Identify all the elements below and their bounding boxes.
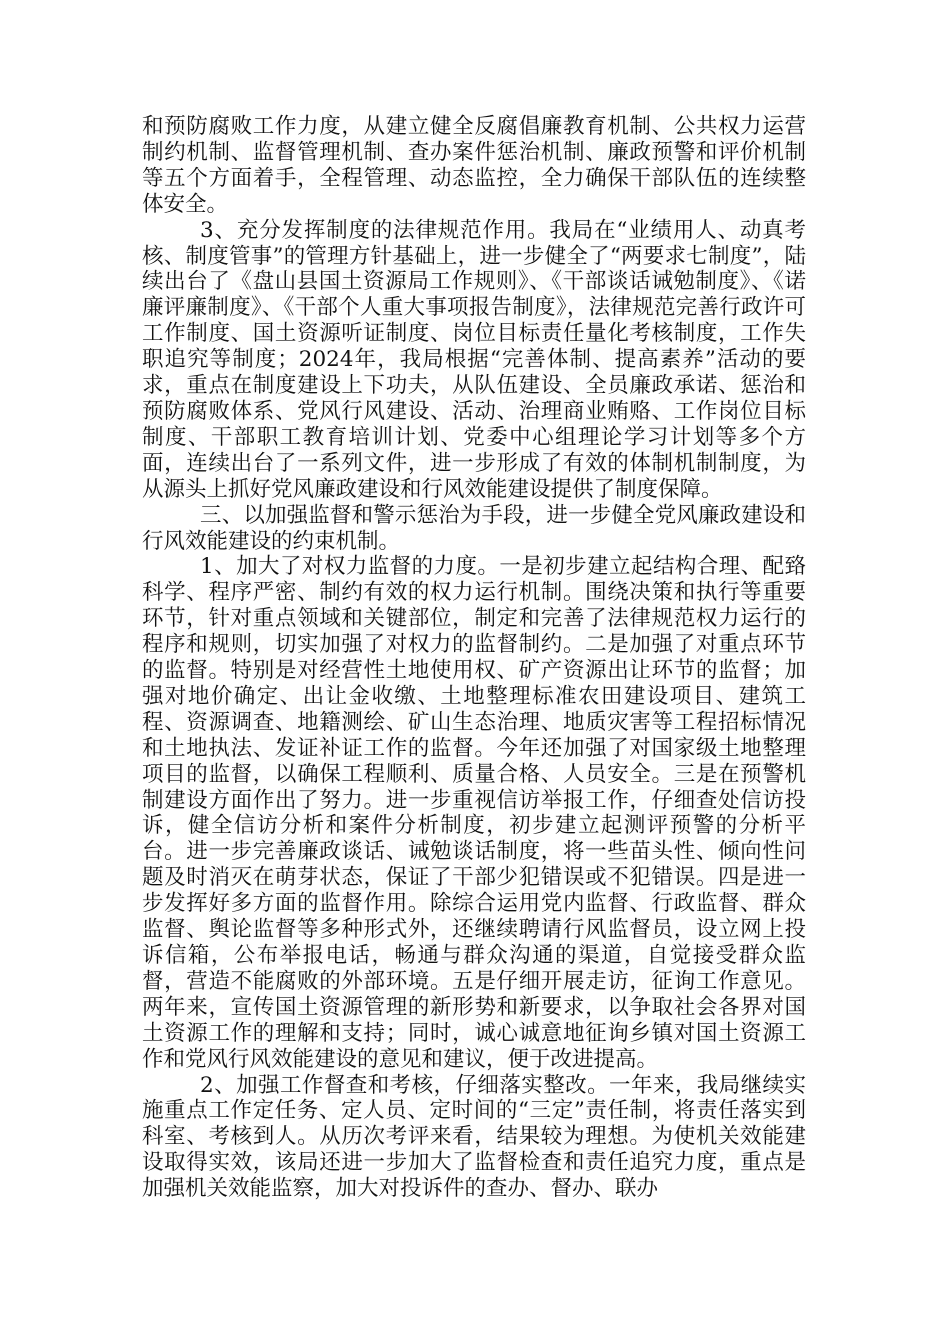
paragraph-continuation: 和预防腐败工作力度，从建立健全反腐倡廉教育机制、公共权力运营制约机制、监督管理机制、查办案件惩治机制、廉政预警和评价机制等五个方面着手，全程管理、动态监控，全力确保干部队伍的连续整体安全。 xyxy=(142,114,806,217)
paragraph-power-supervision: 1、加大了对权力监督的力度。一是初步建立起结构合理、配臵科学、程序严密、制约有效的权力运行机制。围绕决策和执行等重要环节，针对重点领域和关键部位，制定和完善了法律规范权力运行的程序和规则，切实加强了对权力的监督制约。二是加强了对重点环节的监督。特别是对经营性土地使用权、矿产资源出让环节的监督；加强对地价确定、出让金收缴、土地整理标准农田建设项目、建筑工程、资源调查、地籍测绘、矿山生态治理、地质灾害等工程招标情况和土地执法、发证补证工作的监督。今年还加强了对国家级土地整理项目的监督，以确保工程顺利、质量合格、人员安全。三是在预警机制建设方面作出了努力。进一步重视信访举报工作，仔细查处信访投诉，健全信访分析和案件分析制度，初步建立起测评预警的分析平台。进一步完善廉政谈话、诫勉谈话制度，将一些苗头性、倾向性问题及时消灭在萌芽状态，保证了干部少犯错误或不犯错误。四是进一步发挥好多方面的监督作用。除综合运用党内监督、行政监督、群众监督、舆论监督等多种形式外，还继续聘请行风监督员，设立网上投诉信箱，公布举报电话，畅通与群众沟通的渠道，自觉接受群众监督，营造不能腐败的外部环境。五是仔细开展走访，征询工作意见。两年来，宣传国土资源管理的新形势和新要求，以争取社会各界对国土资源工作的理解和支持；同时，诚心诚意地征询乡镇对国土资源工作和党风行风效能建设的意见和建议，便于改进提高。 xyxy=(142,554,806,1072)
paragraph-legal-norms: 3、充分发挥制度的法律规范作用。我局在“业绩用人、动真考核、制度管事”的管理方针基础上，进一步健全了“两要求七制度”，陆续出台了《盘山县国土资源局工作规则》、《干部谈话诫勉制度》、《诺廉评廉制度》、《干部个人重大事项报告制度》，法律规范完善行政许可工作制度、国土资源听证制度、岗位目标责任量化考核制度，工作失职追究等制度；2024年，我局根据“完善体制、提高素养”活动的要求，重点在制度建设上下功夫，从队伍建设、全员廉政承诺、惩治和预防腐败体系、党风行风建设、活动、治理商业贿赂、工作岗位目标制度、干部职工教育培训计划、党委中心组理论学习计划等多个方面，连续出台了一系列文件，进一步形成了有效的体制机制制度，为从源头上抓好党风廉政建设和行风效能建设提供了制度保障。 xyxy=(142,217,806,502)
paragraph-inspection-assessment: 2、加强工作督查和考核，仔细落实整改。一年来，我局继续实施重点工作定任务、定人员、定时间的“三定”责任制，将责任落实到科室、考核到人。从历次考评来看，结果较为理想。为使机关效能建设取得实效，该局还进一步加大了监督检查和责任追究力度，重点是加强机关效能监察，加大对投诉件的查办、督办、联办 xyxy=(142,1072,806,1202)
paragraph-section-three-heading: 三、以加强监督和警示惩治为手段，进一步健全党风廉政建设和行风效能建设的约束机制。 xyxy=(142,502,806,554)
document-body xyxy=(142,114,806,1202)
